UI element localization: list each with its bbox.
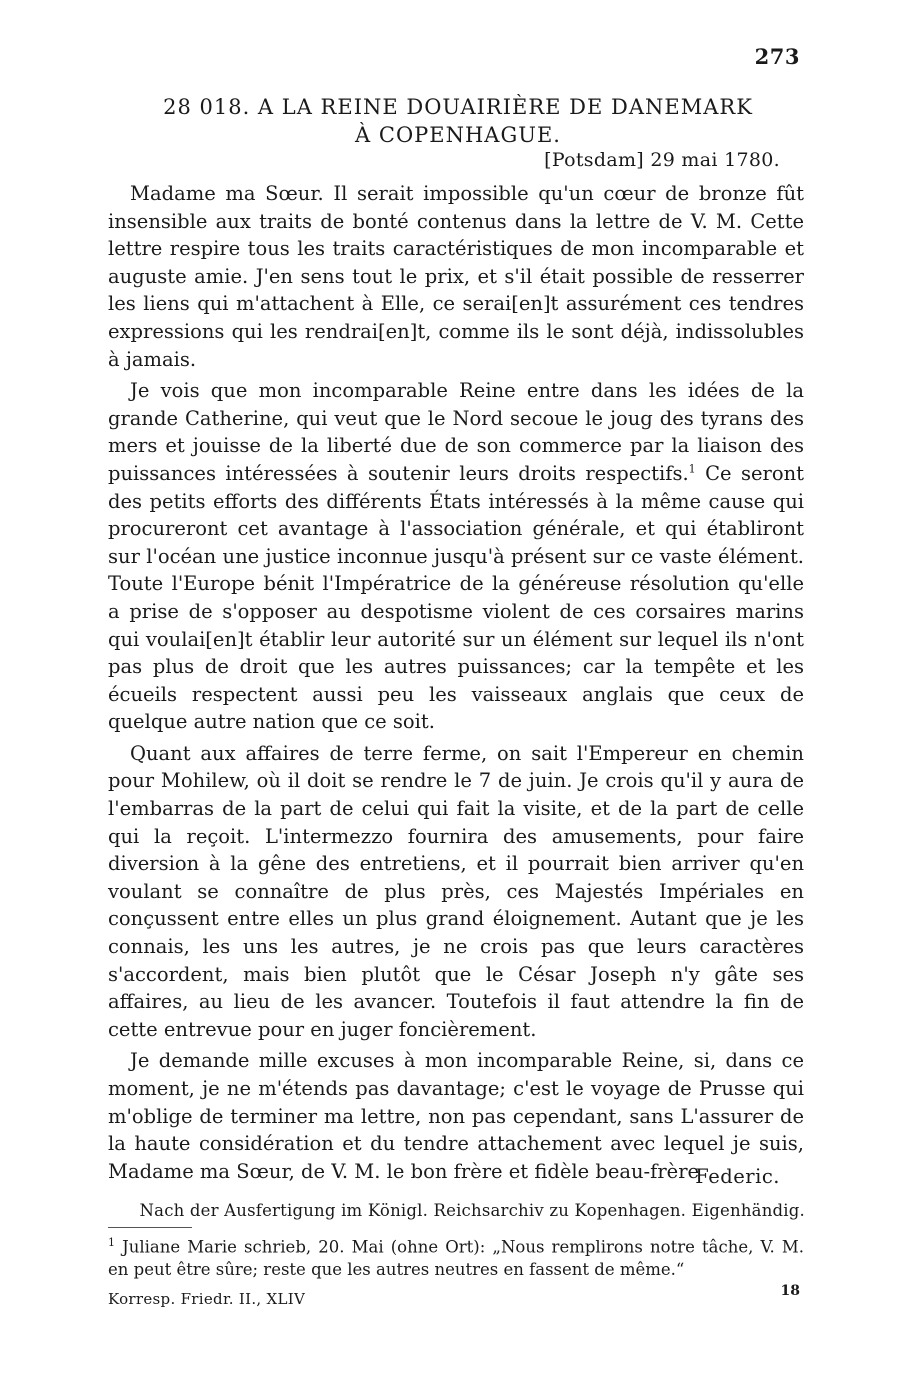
heading-line-1: 28 018. A LA REINE DOUAIRIÈRE DE DANEMARK [163, 95, 753, 119]
dateline: [Potsdam] 29 mai 1780. [544, 149, 780, 171]
paragraph-4: Je demande mille excuses à mon incomparable Reine, si, dans ce moment, je ne m'étends pas davantage; c'est le voyage de Prusse qui m'oblige de terminer ma lettre, non pas cependant, sans L'assurer de la haute considération et du tendre attachement avec lequel je suis, Madame ma Sœur, de V. M. le bon frère et fidèle beau-frère [108, 1049, 804, 1183]
footnote-marker: 1 [108, 1236, 115, 1249]
paragraph-2-text: Je vois que mon incomparable Reine entre dans les idées de la grande Catherine, qui veut que le Nord secoue le joug des tyrans des mers et jouisse de la liberté due de son commerce par la liaison des puissances intéressées à soutenir leurs droits respectifs. [108, 379, 804, 485]
paragraph-1: Madame ma Sœur. Il serait impossible qu'un cœur de bronze fût insensible aux traits de bonté contenus dans la lettre de V. M. Cette lettre respire tous les traits caractéristiques de mon incomparable et auguste amie. J'en sens tout le prix, et s'il était possible de resserrer les liens qui m'attachent à Elle, ce serai[en]t assurément ces tendres expressions qui les rendrai[en]t, comme ils le sont déjà, indissolubles à jamais. [108, 182, 804, 371]
sheet-number: 18 [780, 1283, 800, 1299]
footnote-text: Juliane Marie schrieb, 20. Mai (ohne Ort): „Nous remplirons notre tâche, V. M. en peut être sûre; reste que les autres neutres en fassent de même.“ [108, 1237, 804, 1279]
signature: Federic. [695, 1165, 780, 1188]
letter-body [108, 180, 804, 1189]
heading-line-2: À COPENHAGUE. [355, 123, 561, 147]
paragraph-3: Quant aux affaires de terre ferme, on sait l'Empereur en chemin pour Mohilew, où il doit se rendre le 7 de juin. Je crois qu'il y aura de l'embarras de la part de celui qui fait la visite, et de la part de celle qui la reçoit. L'intermezzo fournira des amusements, pour faire diversion à la gêne des entretiens, et il pourrait bien arriver qu'en voulant se connaître de plus près, ces Majestés Impériales en conçussent entre elles un plus grand éloignement. Autant que je les connais, les uns les autres, je ne crois pas que leurs caractères s'accordent, mais bien plutôt que le César Joseph n'y gâte ses affaires, au lieu de les avancer. Toutefois il faut attendre la fin de cette entrevue pour en juger foncièrement. [108, 741, 804, 1041]
footnote-reference: 1 [688, 462, 696, 476]
paragraph-2-continuation: Ce seront des petits efforts des différents États intéressés à la même cause qui procureront cet avantage à l'association générale, et qui établiront sur l'océan une justice inconnue jusqu'à présent sur ce vaste élément. Toute l'Europe bénit l'Impératrice de la généreuse résolution qu'elle a prise de s'opposer au despotisme violent de ces corsaires marins qui voulai[en]t établir leur autorité sur un élément sur lequel ils n'ont pas plus de droit que les autres puissances; car la tempête et les écueils respectent aussi peu les vaisseaux anglais que ceux de quelque autre nation que ce soit. [108, 461, 804, 734]
source-note: Nach der Ausfertigung im Königl. Reichsarchiv zu Kopenhagen. Eigenhändig. [139, 1201, 805, 1220]
footnote-divider [108, 1227, 192, 1228]
letter-heading [108, 93, 808, 149]
page-number: 273 [754, 44, 800, 69]
signature-line: Korresp. Friedr. II., XLIV [108, 1290, 306, 1308]
paragraph-2 [108, 377, 804, 736]
footnote [108, 1232, 804, 1281]
